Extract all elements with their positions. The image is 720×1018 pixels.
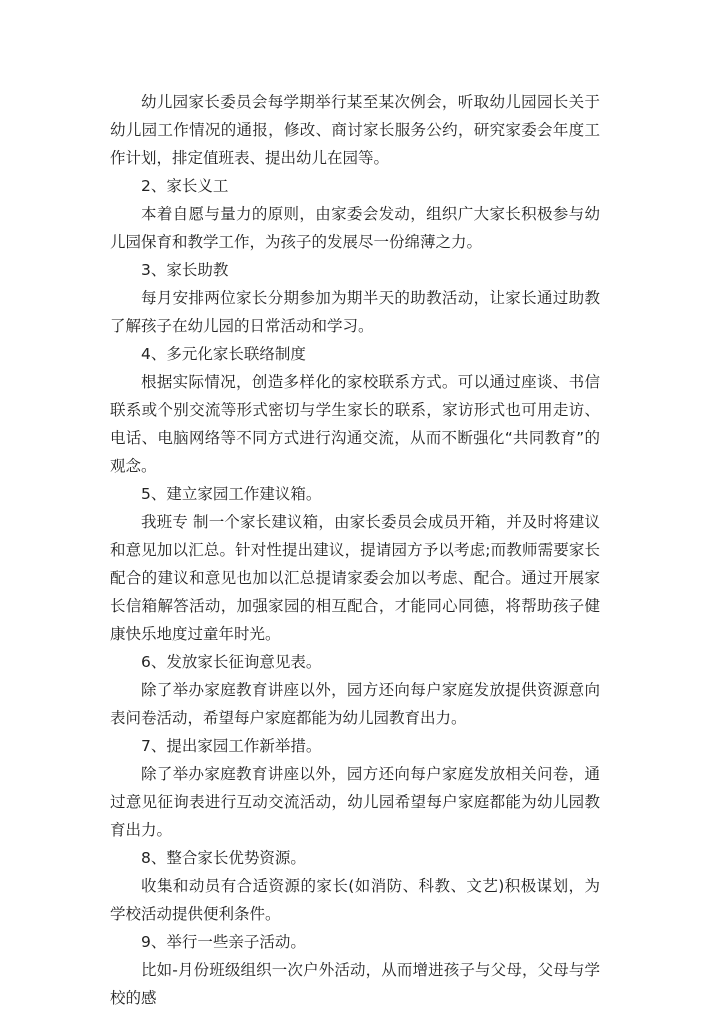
paragraph-parent-resources: 收集和动员有合适资源的家长(如消防、科教、文艺)积极谋划，为学校活动提供便利条件。 [110,877,600,923]
document-body [110,88,600,1012]
paragraph-parent-child-activities: 比如-月份班级组织一次户外活动，从而增进孩子与父母，父母与学校的感 [110,961,600,1007]
paragraph-opinion-form: 除了举办家庭教育讲座以外，园方还向每户家庭发放提供资源意向表问卷活动，希望每户家庭都能为幼儿园教育出力。 [110,681,600,727]
heading-parent-teaching-assistants: 3、家长助教 [141,261,229,279]
heading-parent-resources: 8、整合家长优势资源。 [141,849,306,867]
heading-opinion-form: 6、发放家长征询意见表。 [141,653,322,671]
paragraph-new-measures: 除了举办家庭教育讲座以外，园方还向每户家庭发放相关问卷，通过意见征询表进行互动交流活动，幼儿园希望每户家庭都能为幼儿园教育出力。 [110,765,600,839]
heading-suggestion-box: 5、建立家园工作建议箱。 [141,485,322,503]
heading-parent-child-activities: 9、举行一些亲子活动。 [141,933,306,951]
paragraph-contact-system: 根据实际情况，创造多样化的家校联系方式。可以通过座谈、书信联系或个别交流等形式密切与学生家长的联系，家访形式也可用走访、电话、电脑网络等不同方式进行沟通交流，从而不断强化“共同教育”的观念。 [110,373,600,475]
paragraph-parent-teaching-assistants: 每月安排两位家长分期参加为期半天的助教活动，让家长通过助教了解孩子在幼儿园的日常活动和学习。 [110,289,600,335]
paragraph-council-meetings: 幼儿园家长委员会每学期举行某至某次例会，听取幼儿园园长关于幼儿园工作情况的通报，修改、商讨家长服务公约，研究家委会年度工作计划，排定值班表、提出幼儿在园等。 [110,93,600,167]
heading-parent-volunteers: 2、家长义工 [141,177,229,195]
paragraph-parent-volunteers: 本着自愿与量力的原则，由家委会发动，组织广大家长积极参与幼儿园保育和教学工作，为孩子的发展尽一份绵薄之力。 [110,205,600,251]
heading-new-measures: 7、提出家园工作新举措。 [141,737,322,755]
heading-contact-system: 4、多元化家长联络制度 [141,345,306,363]
paragraph-suggestion-box: 我班专 制一个家长建议箱，由家长委员会成员开箱，并及时将建议和意见加以汇总。针对性提出建议，提请园方予以考虑;而教师需要家长配合的建议和意见也加以汇总提请家委会加以考虑、配合。通过开展家长信箱解答活动，加强家园的相互配合，才能同心同德，将帮助孩子健康快乐地度过童年时光。 [110,513,600,643]
